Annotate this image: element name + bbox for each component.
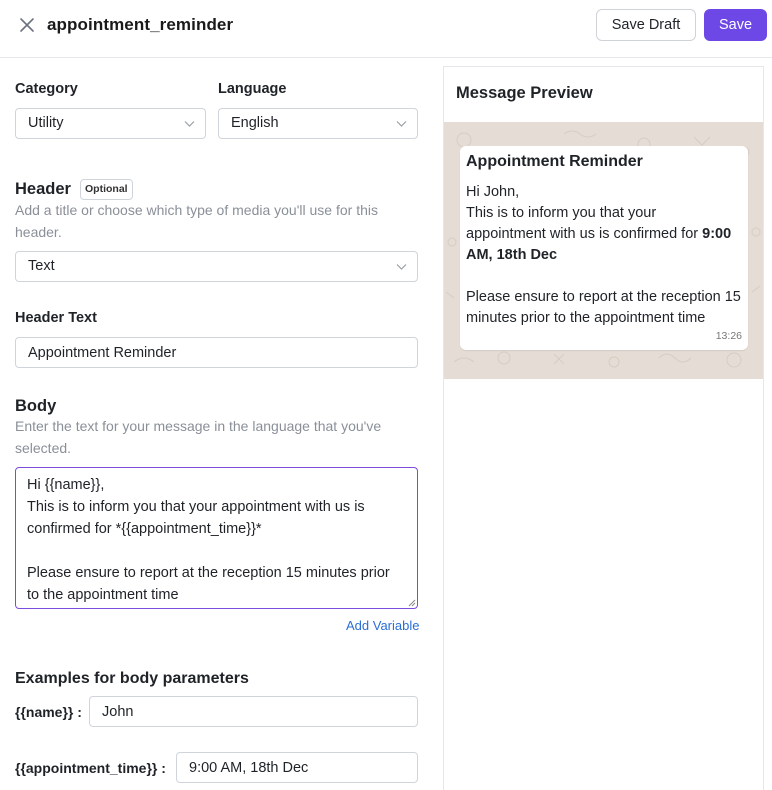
message-bubble xyxy=(460,146,748,350)
header-section-title: Header xyxy=(15,180,71,198)
body-help-line-1: Enter the text for your message in the language that you've xyxy=(15,418,382,434)
category-select[interactable] xyxy=(15,108,206,139)
body-section-title: Body xyxy=(15,397,57,415)
bubble-line xyxy=(466,224,746,245)
header-type-select[interactable] xyxy=(15,251,418,282)
bubble-body xyxy=(466,182,746,329)
bubble-header: Appointment Reminder xyxy=(466,153,643,170)
preview-title: Message Preview xyxy=(456,84,593,102)
page-title: appointment_reminder xyxy=(47,15,234,34)
bubble-line: Please ensure to report at the reception 15 xyxy=(466,289,741,305)
category-value: Utility xyxy=(28,115,64,131)
close-button[interactable] xyxy=(17,15,37,35)
param-appointment-time-input[interactable] xyxy=(176,752,418,783)
close-icon xyxy=(17,15,37,35)
language-select[interactable] xyxy=(218,108,418,139)
body-line: Hi {{name}}, xyxy=(27,477,105,493)
bubble-blank-line xyxy=(466,266,746,287)
chevron-down-icon xyxy=(396,118,407,129)
chat-wallpaper xyxy=(444,122,763,379)
chevron-down-icon xyxy=(184,118,195,129)
bubble-time-bold: AM, 18th Dec xyxy=(466,247,558,263)
param-name-input[interactable] xyxy=(89,696,418,727)
body-textarea[interactable] xyxy=(15,467,418,609)
save-button[interactable]: Save xyxy=(704,9,767,41)
body-line: confirmed for *{{appointment_time}}* xyxy=(27,521,262,537)
bubble-line: Hi John, xyxy=(466,184,520,200)
add-variable-link[interactable]: Add Variable xyxy=(346,618,420,633)
chevron-down-icon xyxy=(396,261,407,272)
save-draft-button[interactable]: Save Draft xyxy=(596,9,696,41)
message-timestamp: 13:26 xyxy=(715,330,742,342)
param-key-appointment-time: {{appointment_time}} : xyxy=(15,760,166,776)
body-help-line-2: selected. xyxy=(15,440,72,456)
category-label: Category xyxy=(15,81,78,97)
bubble-time-bold: 9:00 xyxy=(702,226,732,242)
bubble-line: This is to inform you that your xyxy=(466,205,657,221)
header-type-value: Text xyxy=(28,258,55,274)
top-bar xyxy=(0,0,772,58)
bubble-line xyxy=(466,245,746,266)
language-label: Language xyxy=(218,81,287,97)
body-line: This is to inform you that your appointment with us is xyxy=(27,499,365,515)
examples-title: Examples for body parameters xyxy=(15,670,249,687)
bubble-text-plain: appointment with us is confirmed for xyxy=(466,226,703,242)
body-line: Please ensure to report at the reception 15 minutes prior xyxy=(27,565,390,581)
optional-badge: Optional xyxy=(80,179,133,200)
bubble-line: minutes prior to the appointment time xyxy=(466,310,706,326)
header-help-line-2: header. xyxy=(15,224,62,240)
message-preview-panel xyxy=(443,66,764,790)
resize-handle-icon[interactable] xyxy=(408,599,416,607)
language-value: English xyxy=(231,115,279,131)
header-help-line-1: Add a title or choose which type of media you'll use for this xyxy=(15,202,378,218)
param-key-name: {{name}} : xyxy=(15,704,82,720)
body-line: to the appointment time xyxy=(27,587,179,603)
body-line xyxy=(27,540,406,562)
header-text-label: Header Text xyxy=(15,310,97,326)
header-text-input[interactable] xyxy=(15,337,418,368)
